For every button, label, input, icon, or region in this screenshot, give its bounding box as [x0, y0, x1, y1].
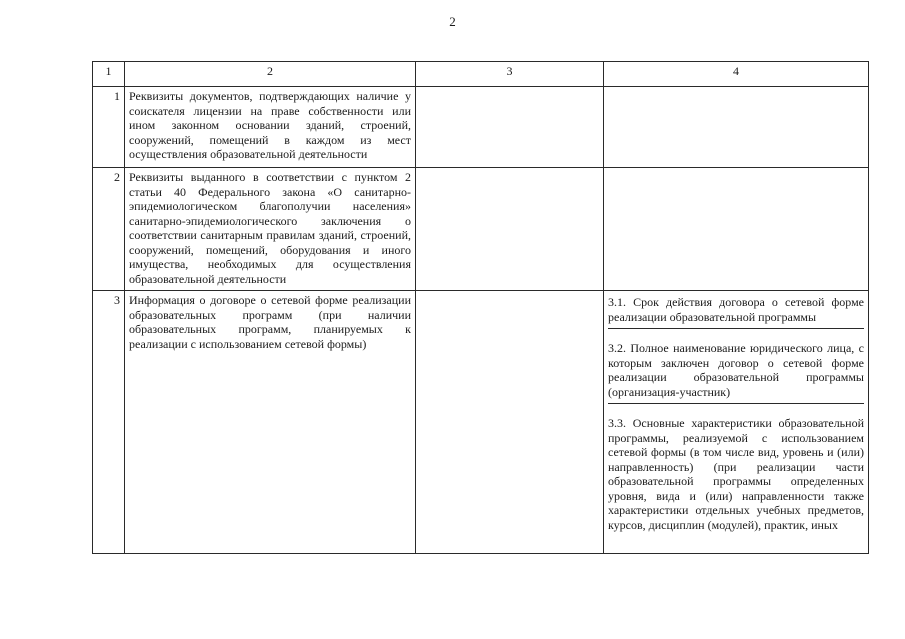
- row-number: 1: [93, 87, 125, 168]
- row-col4-cell: [604, 168, 869, 291]
- row-col3-cell: [416, 168, 604, 291]
- row-col4-cell: [604, 87, 869, 168]
- header-col-3: 3: [416, 62, 604, 87]
- table-row: [93, 87, 869, 168]
- row-number: 2: [93, 168, 125, 291]
- row-description: Информация о договоре о сетевой форме реализации образовательных программ (при наличии образовательных программ, планируемых к реализации с использованием сетевой формы): [125, 291, 416, 554]
- table-row: [93, 168, 869, 291]
- header-col-4: 4: [604, 62, 869, 87]
- table-row: [93, 291, 869, 554]
- subitem-3-3: 3.3. Основные характеристики образовательной программы, реализуемой с использованием сетевой формы (в том числе вид, уровень и (или) направленность) (при реализации части образовательной программы определенных уровня, вида и (или) направленности также характеристики отдельных учебных предметов, курсов, дисциплин (модулей), практик, иных: [608, 416, 864, 532]
- row-description: Реквизиты выданного в соответствии с пунктом 2 статьи 40 Федерального закона «О санитарно-эпидемиологическом благополучии населения» санитарно-эпидемиологического заключения о соответствии санитарным правилам зданий, строений, сооружений, помещений, оборудования и иного имущества, необходимых для осуществления образовательной деятельности: [125, 168, 416, 291]
- row-number: 3: [93, 291, 125, 554]
- row-col3-cell: [416, 87, 604, 168]
- subitems-container: [608, 293, 864, 551]
- subitem-3-1: 3.1. Срок действия договора о сетевой форме реализации образовательной программы: [608, 293, 864, 329]
- row-col3-cell: [416, 291, 604, 554]
- header-col-2: 2: [125, 62, 416, 87]
- row-description: Реквизиты документов, подтверждающих наличие у соискателя лицензии на праве собственности или ином законном основании зданий, строений, сооружений, помещений в каждом из мест осуществления образовательной деятельности: [125, 87, 416, 168]
- subitem-3-2: 3.2. Полное наименование юридического лица, с которым заключен договор о сетевой форме реализации образовательной программы (организация-участник): [608, 339, 864, 404]
- license-info-table: [92, 61, 869, 554]
- table-header-row: [93, 62, 869, 87]
- page-number: 2: [449, 14, 456, 29]
- header-col-1: 1: [93, 62, 125, 87]
- row-col4-cell: [604, 291, 869, 554]
